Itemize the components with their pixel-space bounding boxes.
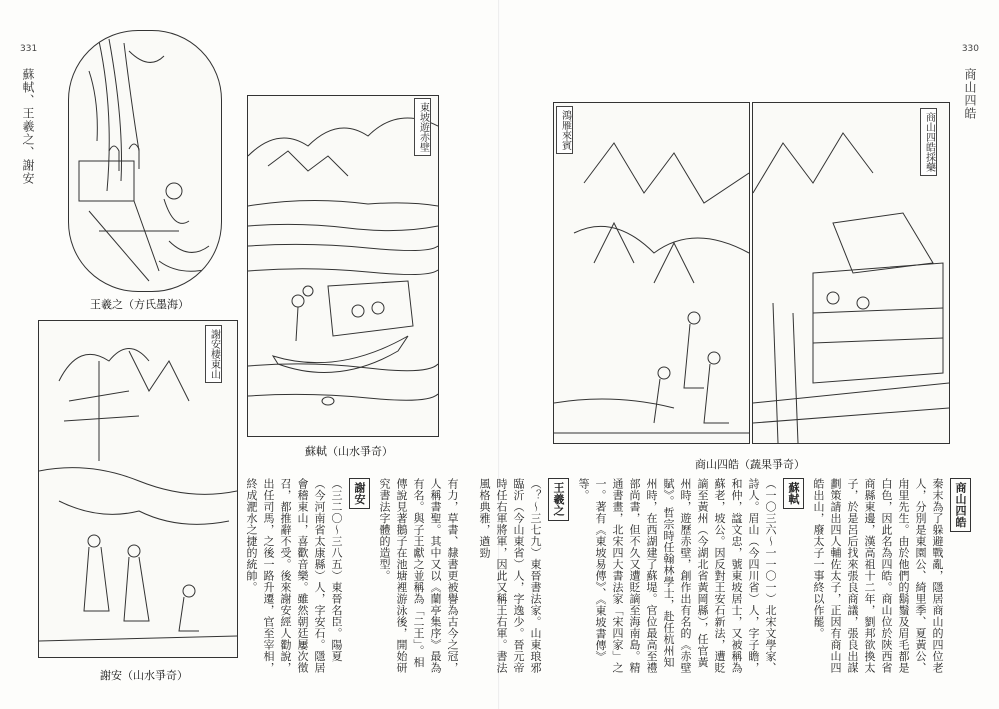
page-number: 330 <box>961 44 979 54</box>
entry-title: 王羲之 <box>548 478 569 521</box>
page-number: 331 <box>20 44 38 54</box>
woodcut-drawing <box>554 103 749 443</box>
woodcut-drawing <box>69 31 221 291</box>
entry-su-shi <box>575 478 804 678</box>
right-page <box>478 0 999 709</box>
entry-paragraph: （？～三七九）東晉書法家。山東琅邪臨沂（今山東省）人，字逸少。晉元帝時任右軍將軍，因此又稱王右軍。書法風格典雅，遒勁 <box>478 478 542 674</box>
entry-wang-xizhi-continued <box>376 478 461 678</box>
entry-shangshan-sihao <box>810 478 971 678</box>
inscription: 商山四皓採藥 <box>920 108 937 176</box>
entry-paragraph: 有力，草書、隸書更被譽為古今之冠，人稱書聖。其中又以《蘭亭集序》最為有名。與子王獻之並稱為「二王」。相傳說見著鵝子在池塘裡游泳後，開始研究書法字體的造型。 <box>378 478 459 674</box>
figure-caption: 商山四皓（蔬果爭奇） <box>695 458 805 471</box>
inscription: 鴻雁來賓 <box>556 106 573 154</box>
text-column <box>237 478 461 678</box>
figure-caption: 王羲之（方氏墨海） <box>90 298 189 311</box>
illustration-shangshan-left-panel <box>553 102 750 444</box>
entry-title: 商山四皓 <box>950 478 971 532</box>
running-head: 商山四皓 <box>963 68 977 120</box>
inscription: 東坡遊赤壁 <box>414 98 431 156</box>
text-column <box>470 478 971 678</box>
figure-caption: 謝安（山水爭奇） <box>100 669 188 682</box>
entry-xie-an <box>243 478 370 678</box>
entry-paragraph: （一〇三六～一一〇一）北宋文學家、詩人。眉山（今四川省）人，字子瞻，和仲，諡文忠，號東坡居士，又被稱為蘇老，坡公。因反對王安石新法，遭貶謫至黃州（今湖北省黃岡縣），任官黃州時，遊歷赤壁，創作出有名的《赤壁賦》。哲宗時任翰林學士，赴任杭州知州時，在西湖建了蘇堤。官位最高至禮部尚書，但不久又遭貶謫至海南島。精通書畫，北宋四大書法家「宋四家」之一。著有《東坡易傳》、《東坡書傳》等。 <box>577 478 777 674</box>
illustration-wang-xizhi <box>68 30 222 292</box>
running-head: 蘇軾、王羲之、謝安 <box>21 68 35 185</box>
left-page <box>0 0 499 709</box>
woodcut-drawing <box>248 96 438 436</box>
entry-title: 蘇軾 <box>783 478 804 509</box>
entry-wang-xizhi <box>476 478 569 678</box>
figure-caption: 蘇軾（山水爭奇） <box>305 445 393 458</box>
illustration-su-shi <box>247 95 439 437</box>
inscription: 謝安棲東山 <box>205 325 222 383</box>
entry-paragraph: 秦末為了躲避戰亂，隱居商山的四位老人，分別是東園公、綺里季、夏黃公、甪里先生。由於他們的鬍鬚及眉毛都是白色，因此名為四皓。商山位於陝西省商縣東邊，漢高祖十二年，劉邦欲換太子，於是呂后找來張良商議，張良出謀劃策請出四人輔佐太子，正因有商山四皓出山，廢太子一事終以作罷。 <box>812 478 944 674</box>
entry-title: 謝安 <box>349 478 370 509</box>
entry-paragraph: （三二〇～三八五）東晉名臣。陽夏（今河南省太康縣）人，字安石。隱居會稽東山，喜歡音樂。雖然朝廷屢次徵召，都推辭不受。後來謝安經人勸說，出任司馬，之後一路升遷，官至宰相，終成淝水之捷的統帥。 <box>245 478 343 674</box>
